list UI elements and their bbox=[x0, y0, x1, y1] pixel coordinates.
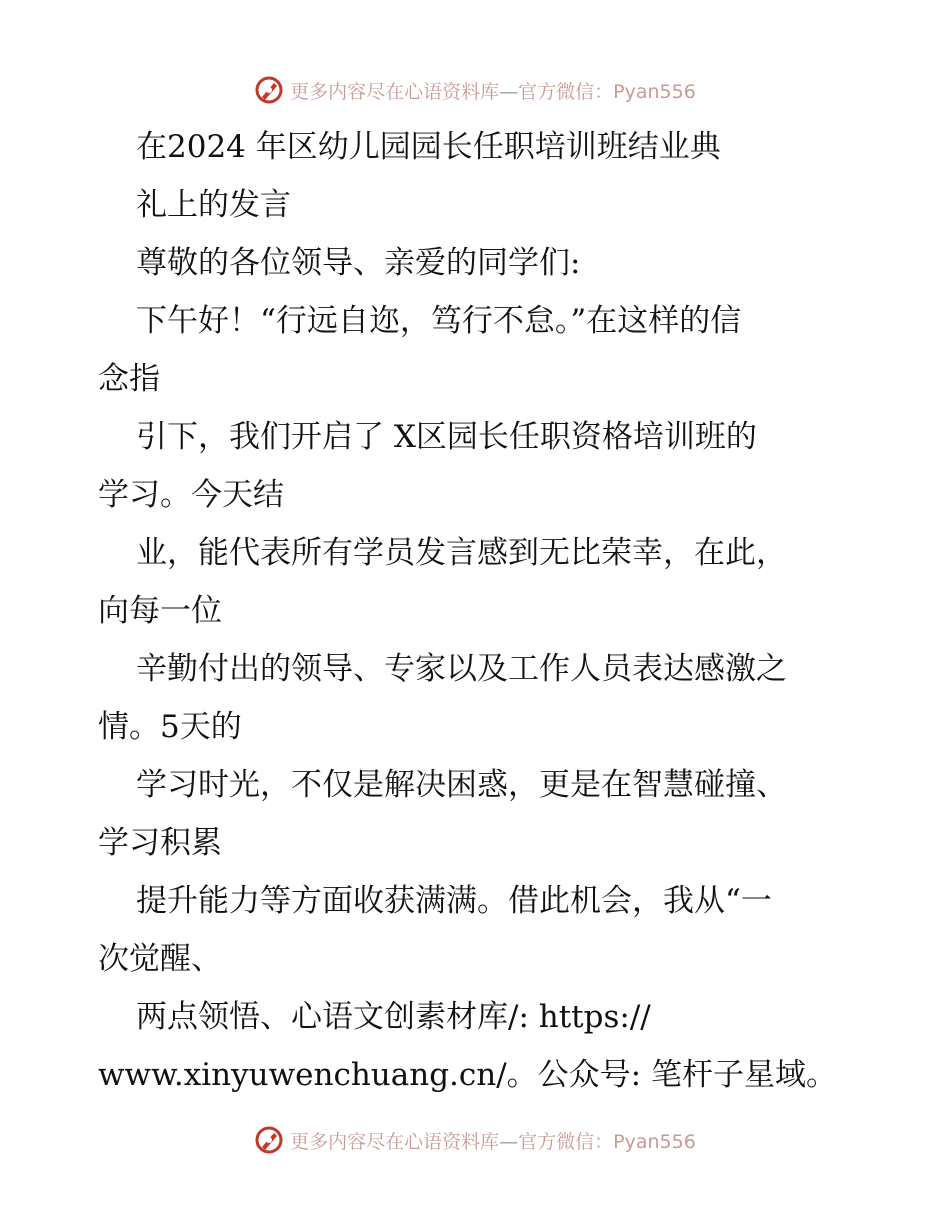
paragraph-line: 辛勤付出的领导、专家以及工作人员表达感激之 bbox=[136, 651, 787, 687]
paragraph-line: 情。5天的 bbox=[98, 709, 242, 745]
paragraph-line: 两点领悟、心语文创素材库/: https:// bbox=[136, 999, 651, 1035]
paragraph-line: 学习时光，不仅是解决困惑，更是在智慧碰撞、 bbox=[136, 767, 787, 803]
pen-circle-logo-icon bbox=[254, 75, 284, 105]
paragraph-line: 念指 bbox=[98, 361, 160, 397]
paragraph-line: 学习。今天结 bbox=[98, 477, 284, 513]
paragraph-line: 向每一位 bbox=[98, 593, 222, 629]
banner-text: 更多内容尽在心语资料库—官方微信：Pyan556 bbox=[290, 80, 696, 103]
paragraph-line: 提升能力等方面收获满满。借此机会，我从“一 bbox=[136, 883, 772, 919]
paragraph-line: 次觉醒、 bbox=[98, 941, 222, 977]
document-body bbox=[98, 118, 858, 1104]
paragraph-line: 在2024 年区幼儿园园长任职培训班结业典 bbox=[136, 129, 721, 165]
paragraph-line: 业，能代表所有学员发言感到无比荣幸，在此， bbox=[136, 535, 787, 571]
paragraph-line: 礼上的发言 bbox=[136, 187, 291, 223]
paragraph-line: 学习积累 bbox=[98, 825, 222, 861]
paragraph-line: www.xinyuwenchuang.cn/。公众号: 笔杆子星域。 bbox=[98, 1057, 837, 1093]
paragraph-line: 引下，我们开启了 X区园长任职资格培训班的 bbox=[136, 419, 757, 455]
banner-text: 更多内容尽在心语资料库—官方微信：Pyan556 bbox=[290, 1130, 696, 1153]
paragraph-line: 尊敬的各位领导、亲爱的同学们: bbox=[136, 245, 581, 281]
paragraph-line: 下午好！“行远自迩，笃行不怠。”在这样的信 bbox=[136, 303, 742, 339]
footer-banner bbox=[0, 1120, 950, 1160]
header-banner bbox=[0, 70, 950, 110]
pen-circle-logo-icon bbox=[254, 1125, 284, 1155]
